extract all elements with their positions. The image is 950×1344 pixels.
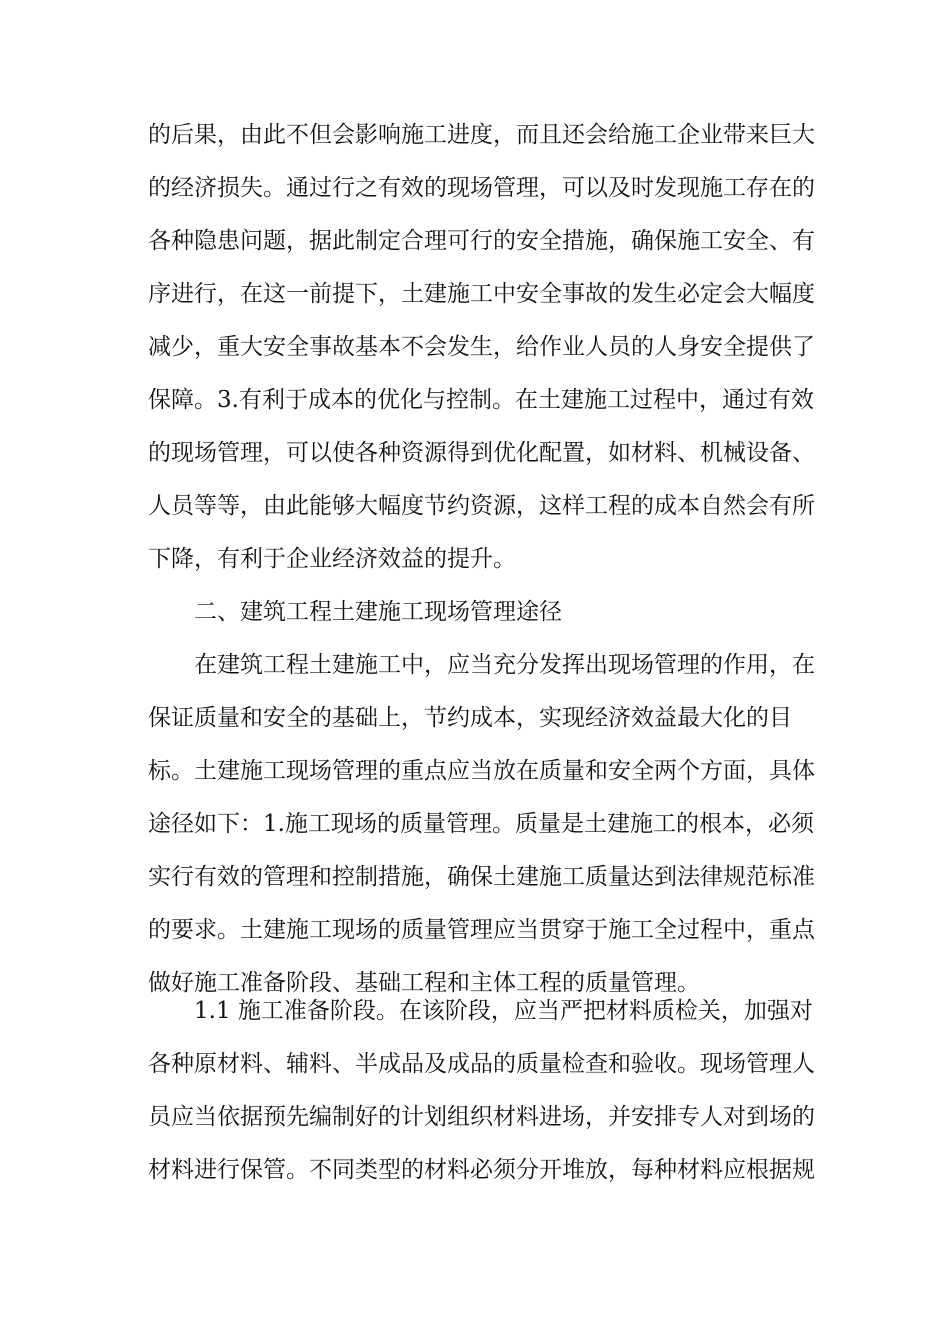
body-text-top bbox=[148, 109, 815, 1010]
body-text-bottom bbox=[148, 985, 815, 1197]
text-line: 下降，有利于企业经济效益的提升。 bbox=[148, 546, 516, 572]
text-line: 标。土建施工现场管理的重点应当放在质量和安全两个方面，具体 bbox=[148, 758, 815, 784]
text-line: 员应当依据预先编制好的计划组织材料进场，并安排专人对到场的 bbox=[148, 1104, 815, 1130]
text-line: 保障。3.有利于成本的优化与控制。在土建施工过程中，通过有效 bbox=[148, 387, 814, 413]
text-line: 人员等等，由此能够大幅度节约资源，这样工程的成本自然会有所 bbox=[148, 493, 815, 519]
text-line: 1.1 施工准备阶段。在该阶段，应当严把材料质检关，加强对 bbox=[194, 998, 813, 1024]
text-line: 材料进行保管。不同类型的材料必须分开堆放，每种材料应根据规 bbox=[148, 1157, 815, 1183]
text-line: 的要求。土建施工现场的质量管理应当贯穿于施工全过程中，重点 bbox=[148, 917, 815, 943]
text-line: 的后果，由此不但会影响施工进度，而且还会给施工企业带来巨大 bbox=[148, 122, 815, 148]
text-line: 的经济损失。通过行之有效的现场管理，可以及时发现施工存在的 bbox=[148, 175, 815, 201]
text-line: 减少，重大安全事故基本不会发生，给作业人员的人身安全提供了 bbox=[148, 334, 815, 360]
text-line: 做好施工准备阶段、基础工程和主体工程的质量管理。 bbox=[148, 970, 700, 996]
section-heading: 二、建筑工程土建施工现场管理途径 bbox=[194, 599, 562, 625]
text-line: 实行有效的管理和控制措施，确保土建施工质量达到法律规范标准 bbox=[148, 864, 815, 890]
text-line: 各种原材料、辅料、半成品及成品的质量检查和验收。现场管理人 bbox=[148, 1051, 815, 1077]
text-line: 在建筑工程土建施工中，应当充分发挥出现场管理的作用，在 bbox=[194, 652, 815, 678]
text-line: 的现场管理，可以使各种资源得到优化配置，如材料、机械设备、 bbox=[148, 440, 815, 466]
text-line: 途径如下：1.施工现场的质量管理。质量是土建施工的根本，必须 bbox=[148, 811, 814, 837]
text-line: 各种隐患问题，据此制定合理可行的安全措施，确保施工安全、有 bbox=[148, 228, 815, 254]
text-line: 序进行，在这一前提下，土建施工中安全事故的发生必定会大幅度 bbox=[148, 281, 815, 307]
text-line: 保证质量和安全的基础上，节约成本，实现经济效益最大化的目 bbox=[148, 705, 792, 731]
